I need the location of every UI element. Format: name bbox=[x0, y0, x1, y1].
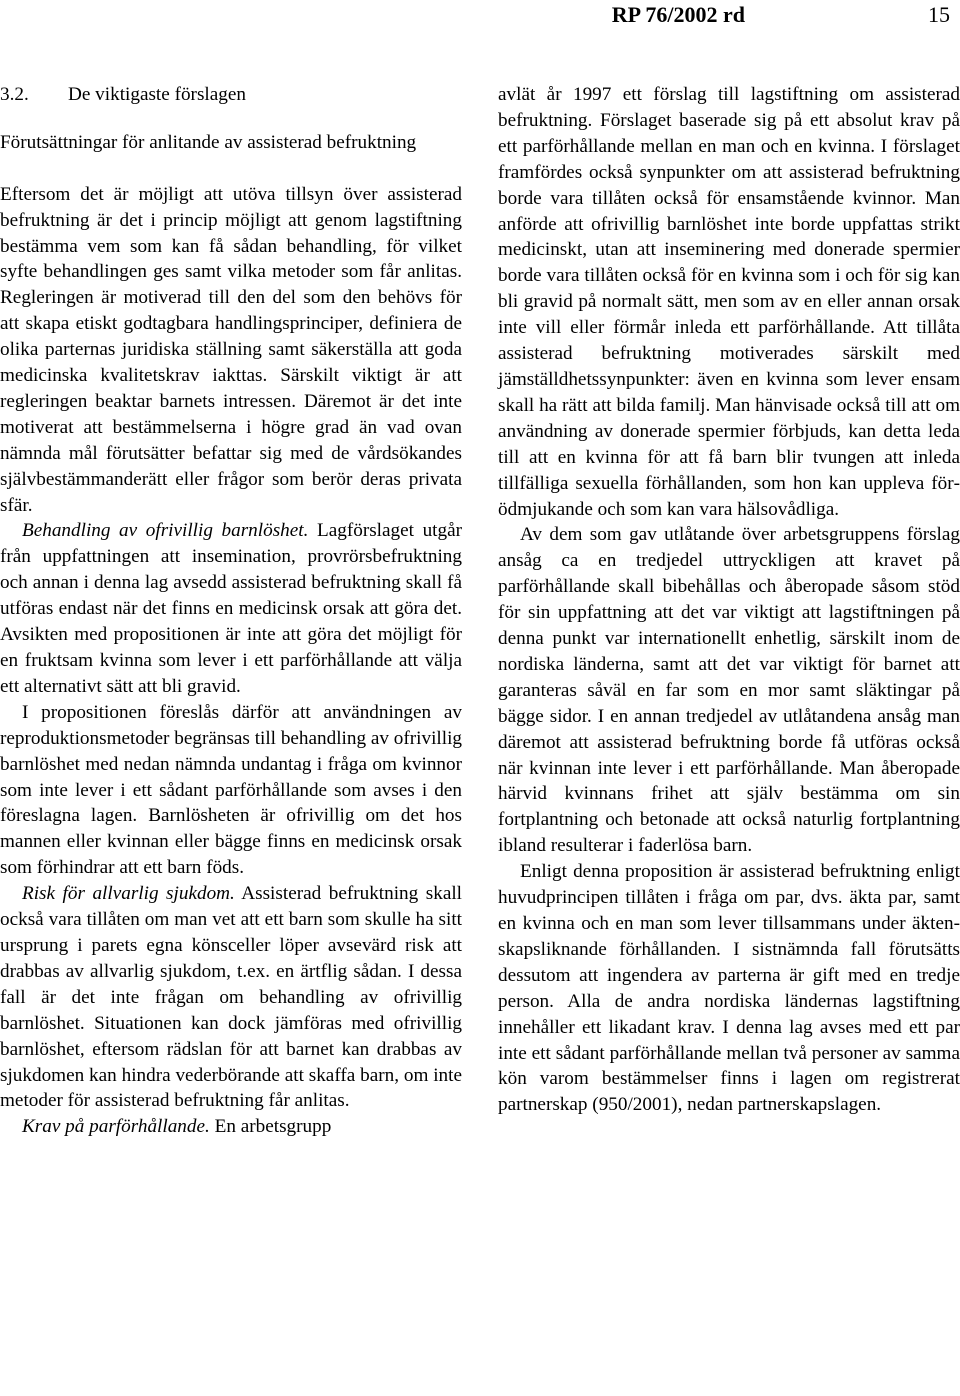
section-number: 3.2. bbox=[0, 84, 29, 105]
section-title: De viktigaste förslagen bbox=[68, 84, 246, 105]
right-column bbox=[498, 82, 960, 1118]
paragraph-body: Lagförslaget utgår från uppfattningen att insemination, provrörsbefruktning och annan i denna lag avsedd assisterad befruktning skall få utföras endast när det finns en medicinsk orsak att göra det. Avsikten med propositionen är inte att göra det möjligt för en fruktsam kvinna som lever i ett parförhållande att välja ett alternativt sätt att bli gravid. bbox=[0, 520, 462, 697]
paragraph bbox=[0, 518, 462, 699]
paragraph: I propositionen föreslås därför att användningen av reproduktionsmetoder begränsas till behandling av ofrivillig barnlöshet med nedan nämnda undantag i fråga om kvinnor som inte lever i ett sådant parförhållande som avses i den föreslagna lagen. Barnlösheten är ofrivillig om det hos mannen eller kvinnan eller bägge finns en medicinsk orsak som förhindrar att ett barn föds. bbox=[0, 701, 462, 879]
subheading: Förutsättningar för anlitande av assisterad befruktning bbox=[0, 131, 417, 153]
section-heading bbox=[0, 82, 462, 108]
paragraph: Av dem som gav utlåtande över arbetsgruppens förslag ansåg ca en tredjedel uttryckligen att kravet på parförhållande skall bibehållas och åberopade såsom stöd för sin uppfattning att det var viktigt att lagstiftningen på denna punkt var internationellt enhetlig, särskilt inom de nordiska länderna, samt att det var viktigt för barnet att garanteras såväl en far som en mor samt släktingar på bägge sidor. I en annan tredjedel av utlåtandena ansåg man däremot att assisterad befruktning borde få utföras också när kvinnan inte lever i ett parförhållande. Man åberopade härvid kvinnans frihet att själv bestämma om sin fortplantning och betonade att också naturlig fortplantning ibland resulterar i faderlösa barn. bbox=[498, 524, 960, 857]
paragraph bbox=[0, 1114, 462, 1140]
page-number: 15 bbox=[928, 2, 950, 27]
paragraph-heading: Krav på parförhållande. bbox=[22, 1116, 210, 1138]
page-header bbox=[0, 0, 960, 40]
paragraph-body: Assisterad befruktning skall också vara tillåten om man vet att ett barn som skulle ha sitt ursprung i parets egna könsceller löper avsevärd risk att drabbas av allvarlig sjukdom, t.ex. en ärtflig sådan. I dessa fall är det inte frågan om behandling av ofrivillig barnlöshet. Situationen kan dock jämföras med ofrivillig barnlöshet, eftersom rädslan för att barnet kan drabbas av sjukdomen kan hindra vederbörande att skaffa barn, om inte metoder för assisterad befruktning får anlitas. bbox=[0, 883, 462, 1112]
paragraph: Eftersom det är möjligt att utöva tillsyn över assisterad befruktning är det i princip möjligt att genom lagstiftning bestämma vem som kan få sådan behandling, för vilket syfte behandlingen ges samt vilka metoder som får anlitas. Regleringen är motiverad till den del som den behövs för att skapa etiskt godtagbara handlingsprinciper, definiera de olika parternas juridiska ställning samt säkerställa att goda medicinska kvalitetskrav iakttas. Särskilt viktigt är att regleringen beaktar barnets intressen. Däremot är det inte motiverat att bestämmelserna i högre grad än vad ovan nämnda mål förutsätter befattar sig med de vårdsökandes självbestämmanderätt eller frågor som berör deras privata sfär. bbox=[0, 183, 462, 516]
paragraph-heading: Risk för allvarlig sjukdom. bbox=[22, 883, 235, 905]
left-column bbox=[0, 82, 462, 1140]
paragraph bbox=[0, 881, 462, 1114]
paragraph-body: En arbetsgrupp bbox=[209, 1116, 332, 1138]
paragraph-heading: Behandling av ofrivillig barnlöshet. bbox=[22, 520, 309, 542]
paragraph: avlät år 1997 ett förslag till lagstiftning om assisterad befruktning. Förslaget baserade sig på ett absolut krav på ett parförhållande mellan en man och en kvinna. I förslaget framfördes också synpunkter om att assisterad befruktning borde vara tillåten också för ensamstående kvinnor. Man anförde att ofrivillig barnlöshet inte borde uppfattas strikt medicinskt, utan att inseminering med donerade spermier borde vara tillåten också för en kvinna som i och för sig kan bli gravid på normalt sätt, men som av en eller annan orsak inte vill eller förmår inleda ett parförhållande. Att tillåta assisterad befruktning motiverades särskilt med jämställdhetssynpunkter: även en kvinna som lever ensam skall ha rätt att bilda familj. Man hänvisade också till att om användning av donerade spermier förbjuds, kan detta leda till att en kvinna för att få barn blir tvungen att inleda tillfälliga sexuella förhållanden, som hon kan uppleva förödmjukande och som kan vara hälsovådliga. bbox=[498, 84, 960, 520]
document-reference: RP 76/2002 rd bbox=[611, 2, 745, 27]
paragraph: Enligt denna proposition är assisterad befruktning enligt huvudprincipen tillåten i fråga om par, dvs. äkta par, samt en kvinna och en man som lever tillsammans under äktenskapsliknande förhållanden. I sistnämnda fall förutsätts dessutom att ingendera av parterna är gift med en tredje person. Alla de andra nordiska ländernas lagstiftning innehåller ett likadant krav. I denna lag avses med ett par inte ett sådant parförhållande mellan två personer av samma kön varom bestämmelser finns i lagen om registrerat partnerskap (950/2001), nedan partnerskapslagen. bbox=[498, 861, 960, 1116]
